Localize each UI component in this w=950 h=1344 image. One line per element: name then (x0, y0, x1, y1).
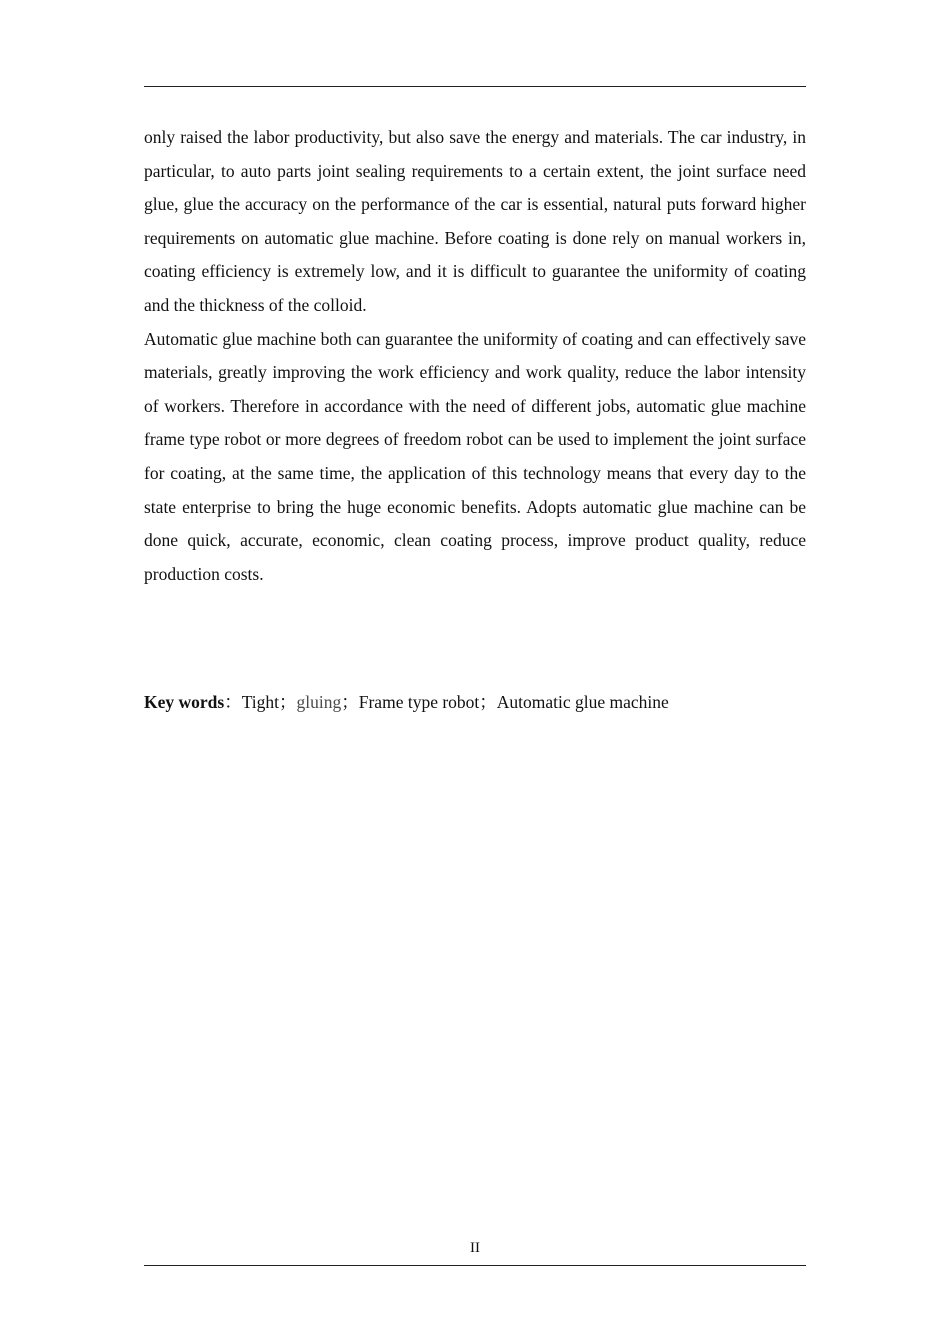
paragraph: Automatic glue machine both can guarantee the uniformity of coating and can effectively save materials, greatly improving the work efficiency and work quality, reduce the labor intensity of workers. Therefore in accordance with the need of different jobs, automatic glue machine frame type robot or more degrees of freedom robot can be used to implement the joint surface for coating, at the same time, the application of this technology means that every day to the state enterprise to bring the huge economic benefits. Adopts automatic glue machine can be done quick, accurate, economic, clean coating process, improve product quality, reduce production costs. (144, 328, 806, 584)
keywords-line (144, 686, 806, 720)
header-rule (144, 86, 806, 87)
keyword: Tight (241, 692, 280, 712)
keyword-separator: ； (479, 692, 497, 712)
keyword: gluing (296, 692, 342, 712)
keyword: Frame type robot (358, 692, 480, 712)
abstract-body (144, 121, 806, 591)
keyword-separator: ； (341, 692, 359, 712)
keywords-label-separator: ： (224, 692, 242, 712)
keyword-separator: ； (279, 692, 297, 712)
paragraph: only raised the labor productivity, but also save the energy and materials. The car industry, in particular, to auto parts joint sealing requirements to a certain extent, the joint surface need glue, glue the accuracy on the performance of the car is essential, natural puts forward higher requirements on automatic glue machine. Before coating is done rely on manual workers in, coating efficiency is extremely low, and it is difficult to guarantee the uniformity of coating and the thickness of the colloid. (144, 127, 806, 315)
page-number: II (470, 1240, 480, 1256)
footer-rule (144, 1265, 806, 1266)
keywords-label: Key words (144, 692, 225, 712)
keyword: Automatic glue machine (496, 692, 669, 712)
